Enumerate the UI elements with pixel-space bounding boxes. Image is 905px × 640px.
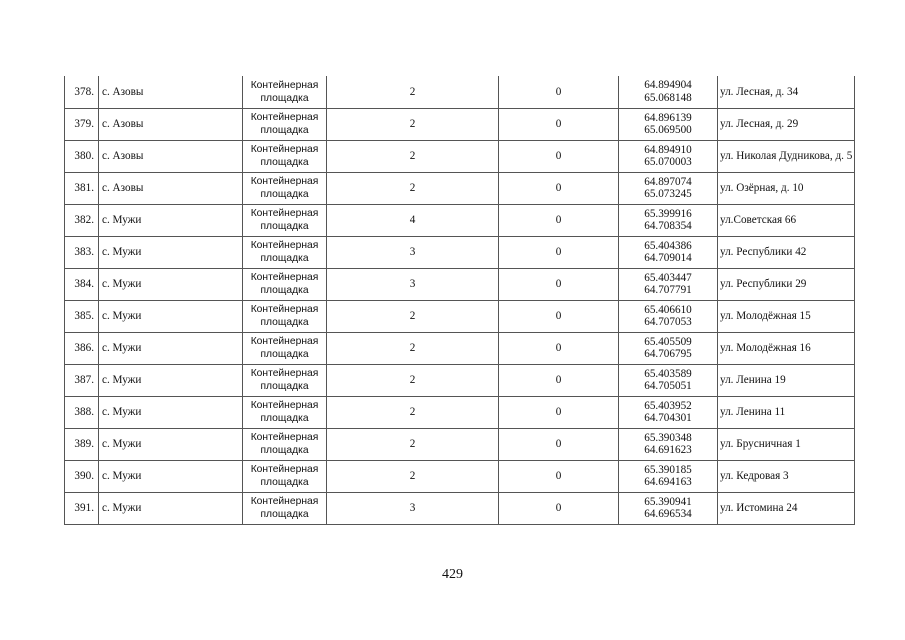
row-number: 382. [65, 204, 99, 236]
site-type-line2: площадка [260, 285, 309, 296]
latitude: 65.403447 [644, 271, 692, 284]
zero-value-cell: 0 [499, 172, 619, 204]
zero-value-cell: 0 [499, 492, 619, 524]
coordinates-cell [619, 364, 718, 396]
site-type-line1: Контейнерная [250, 400, 319, 411]
latitude: 64.894904 [644, 79, 692, 92]
table-row [65, 108, 855, 140]
coordinates-cell [619, 140, 718, 172]
container-count-cell: 4 [327, 204, 499, 236]
row-number: 380. [65, 140, 99, 172]
table-row [65, 428, 855, 460]
site-type-line2: площадка [260, 92, 309, 104]
address-cell: ул.Советская 66 [718, 204, 855, 236]
address-cell: ул. Николая Дудникова, д. 5 [718, 140, 855, 172]
table-row [65, 460, 855, 492]
latitude: 64.894910 [644, 143, 692, 156]
table-row [65, 204, 855, 236]
longitude: 64.704301 [644, 412, 692, 424]
site-type-line2: площадка [260, 317, 309, 328]
container-count-cell: 2 [327, 140, 499, 172]
longitude: 64.691623 [644, 444, 692, 456]
row-number: 381. [65, 172, 99, 204]
container-count-cell: 3 [327, 236, 499, 268]
longitude: 64.694163 [644, 476, 692, 488]
zero-value-cell: 0 [499, 140, 619, 172]
site-type-line1: Контейнерная [250, 368, 319, 379]
longitude: 64.696534 [644, 508, 692, 520]
settlement-cell: с. Мужи [99, 236, 243, 268]
coordinates-cell [619, 268, 718, 300]
table-row [65, 332, 855, 364]
table-row [65, 76, 855, 108]
site-type-line2: площадка [260, 221, 309, 232]
zero-value-cell: 0 [499, 76, 619, 108]
site-type-line2: площадка [260, 509, 309, 520]
container-count-cell: 3 [327, 492, 499, 524]
site-type-line1: Контейнерная [250, 240, 319, 251]
site-type-cell [243, 428, 327, 460]
settlement-cell: с. Мужи [99, 396, 243, 428]
container-count-cell: 2 [327, 396, 499, 428]
table-row [65, 236, 855, 268]
site-type-line2: площадка [260, 477, 309, 488]
zero-value-cell: 0 [499, 268, 619, 300]
zero-value-cell: 0 [499, 236, 619, 268]
coordinates-cell [619, 236, 718, 268]
table-row [65, 172, 855, 204]
coordinates-cell [619, 108, 718, 140]
site-type-line2: площадка [260, 445, 309, 456]
container-count-cell: 2 [327, 300, 499, 332]
latitude: 65.406610 [644, 303, 692, 316]
site-type-line2: площадка [260, 189, 309, 200]
latitude: 64.897074 [644, 175, 692, 188]
longitude: 64.707791 [644, 284, 692, 296]
site-type-cell [243, 204, 327, 236]
site-type-cell [243, 460, 327, 492]
site-type-line1: Контейнерная [250, 432, 319, 443]
coordinates-cell [619, 492, 718, 524]
settlement-cell: с. Мужи [99, 460, 243, 492]
container-count-cell: 2 [327, 428, 499, 460]
site-type-line1: Контейнерная [250, 336, 319, 347]
row-number: 378. [65, 76, 99, 108]
coordinates-cell [619, 76, 718, 108]
address-cell: ул. Истомина 24 [718, 492, 855, 524]
zero-value-cell: 0 [499, 204, 619, 236]
longitude: 64.709014 [644, 252, 692, 264]
latitude: 65.403952 [644, 399, 692, 412]
zero-value-cell: 0 [499, 396, 619, 428]
site-type-line1: Контейнерная [250, 176, 319, 187]
coordinates-cell [619, 428, 718, 460]
site-type-line2: площадка [260, 381, 309, 392]
coordinates-cell [619, 300, 718, 332]
site-type-line1: Контейнерная [250, 112, 319, 123]
site-type-line2: площадка [260, 349, 309, 360]
latitude: 65.404386 [644, 239, 692, 252]
settlement-cell: с. Азовы [99, 108, 243, 140]
coordinates-cell [619, 332, 718, 364]
row-number: 386. [65, 332, 99, 364]
row-number: 390. [65, 460, 99, 492]
site-type-line2: площадка [260, 125, 309, 136]
coordinates-cell [619, 204, 718, 236]
longitude: 64.705051 [644, 380, 692, 392]
longitude: 65.070003 [644, 156, 692, 168]
site-type-cell [243, 396, 327, 428]
latitude: 65.390941 [644, 495, 692, 508]
longitude: 65.069500 [644, 124, 692, 136]
container-count-cell: 2 [327, 108, 499, 140]
zero-value-cell: 0 [499, 300, 619, 332]
address-cell: ул. Республики 29 [718, 268, 855, 300]
settlement-cell: с. Азовы [99, 76, 243, 108]
zero-value-cell: 0 [499, 332, 619, 364]
site-type-cell [243, 140, 327, 172]
zero-value-cell: 0 [499, 108, 619, 140]
row-number: 388. [65, 396, 99, 428]
table-row [65, 492, 855, 524]
row-number: 379. [65, 108, 99, 140]
site-type-line2: площадка [260, 157, 309, 168]
container-sites-table [64, 76, 855, 525]
latitude: 65.399916 [644, 207, 692, 220]
row-number: 385. [65, 300, 99, 332]
settlement-cell: с. Мужи [99, 300, 243, 332]
site-type-line1: Контейнерная [250, 144, 319, 155]
container-count-cell: 2 [327, 364, 499, 396]
site-type-cell [243, 364, 327, 396]
settlement-cell: с. Мужи [99, 204, 243, 236]
settlement-cell: с. Мужи [99, 492, 243, 524]
container-count-cell: 2 [327, 332, 499, 364]
address-cell: ул. Кедровая 3 [718, 460, 855, 492]
address-cell: ул. Молодёжная 16 [718, 332, 855, 364]
latitude: 65.390185 [644, 463, 692, 476]
site-type-cell [243, 332, 327, 364]
latitude: 65.405509 [644, 335, 692, 348]
latitude: 65.390348 [644, 431, 692, 444]
row-number: 384. [65, 268, 99, 300]
site-type-line2: площадка [260, 413, 309, 424]
address-cell: ул. Ленина 11 [718, 396, 855, 428]
address-cell: ул. Брусничная 1 [718, 428, 855, 460]
coordinates-cell [619, 460, 718, 492]
longitude: 65.073245 [644, 188, 692, 200]
settlement-cell: с. Азовы [99, 172, 243, 204]
settlement-cell: с. Мужи [99, 268, 243, 300]
table-body [65, 76, 855, 524]
site-type-cell [243, 76, 327, 108]
address-cell: ул. Лесная, д. 29 [718, 108, 855, 140]
zero-value-cell: 0 [499, 364, 619, 396]
site-type-cell [243, 172, 327, 204]
settlement-cell: с. Мужи [99, 332, 243, 364]
site-type-cell [243, 492, 327, 524]
table-row [65, 364, 855, 396]
table-row [65, 396, 855, 428]
address-cell: ул. Ленина 19 [718, 364, 855, 396]
site-type-line1: Контейнерная [250, 272, 319, 283]
coordinates-cell [619, 396, 718, 428]
coordinates-cell [619, 172, 718, 204]
site-type-cell [243, 108, 327, 140]
settlement-cell: с. Мужи [99, 428, 243, 460]
address-cell: ул. Молодёжная 15 [718, 300, 855, 332]
table-row [65, 300, 855, 332]
row-number: 383. [65, 236, 99, 268]
site-type-line1: Контейнерная [250, 496, 319, 507]
container-count-cell: 2 [327, 460, 499, 492]
table-row [65, 268, 855, 300]
longitude: 64.708354 [644, 220, 692, 232]
longitude: 64.707053 [644, 316, 692, 328]
site-type-cell [243, 300, 327, 332]
site-type-cell [243, 236, 327, 268]
address-cell: ул. Республики 42 [718, 236, 855, 268]
longitude: 65.068148 [644, 91, 692, 104]
latitude: 65.403589 [644, 367, 692, 380]
site-type-line1: Контейнерная [250, 304, 319, 315]
settlement-cell: с. Мужи [99, 364, 243, 396]
page-number: 429 [442, 567, 463, 582]
address-cell: ул. Озёрная, д. 10 [718, 172, 855, 204]
zero-value-cell: 0 [499, 428, 619, 460]
settlement-cell: с. Азовы [99, 140, 243, 172]
site-type-line1: Контейнерная [250, 208, 319, 219]
site-type-line2: площадка [260, 253, 309, 264]
address-cell: ул. Лесная, д. 34 [718, 76, 855, 108]
container-count-cell: 3 [327, 268, 499, 300]
row-number: 387. [65, 364, 99, 396]
latitude: 64.896139 [644, 111, 692, 124]
table-row [65, 140, 855, 172]
longitude: 64.706795 [644, 348, 692, 360]
row-number: 391. [65, 492, 99, 524]
site-type-line1: Контейнерная [250, 464, 319, 475]
zero-value-cell: 0 [499, 460, 619, 492]
site-type-line1: Контейнерная [250, 79, 319, 91]
container-count-cell: 2 [327, 76, 499, 108]
container-count-cell: 2 [327, 172, 499, 204]
site-type-cell [243, 268, 327, 300]
registry-table-container [64, 76, 854, 525]
row-number: 389. [65, 428, 99, 460]
